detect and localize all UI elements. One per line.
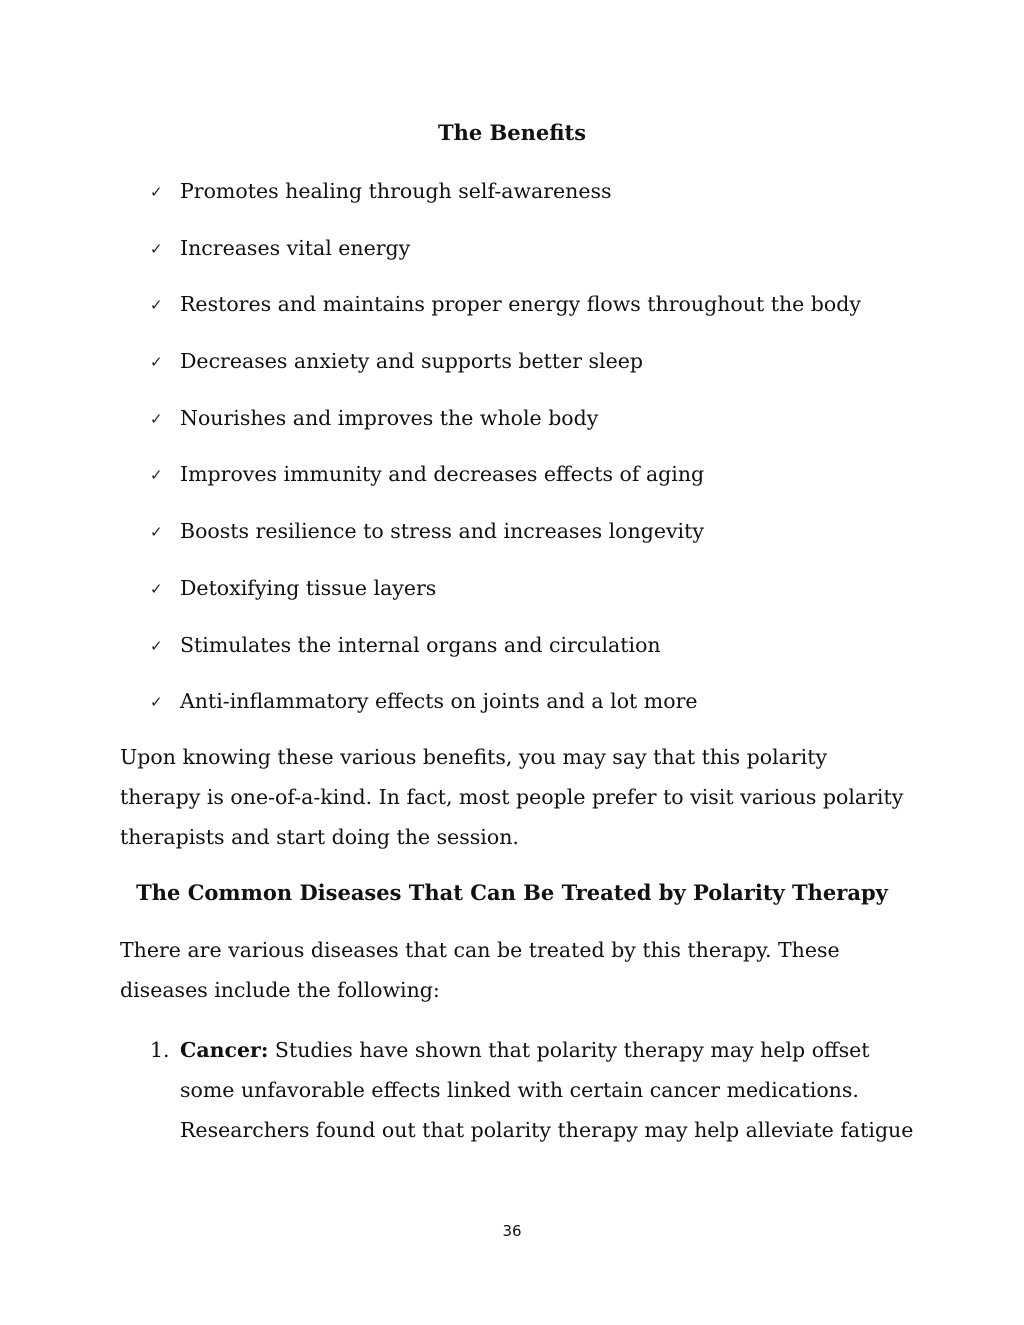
- benefit-text: Increases vital energy: [180, 235, 411, 260]
- benefit-text: Stimulates the internal organs and circulation: [180, 632, 661, 657]
- list-item-line: some unfavorable effects linked with certain cancer medications.: [180, 1078, 859, 1102]
- page-number: 36: [502, 1222, 522, 1240]
- benefit-text: Detoxifying tissue layers: [180, 575, 437, 600]
- list-number: 1.: [150, 1038, 170, 1062]
- list-item-line: [180, 1030, 920, 1070]
- checkmark-icon: ✓: [150, 353, 163, 372]
- benefit-text: Restores and maintains proper energy flows throughout the body: [180, 292, 861, 317]
- checkmark-icon: ✓: [150, 466, 163, 485]
- checkmark-icon: ✓: [150, 183, 163, 201]
- disease-term: Cancer:: [180, 1038, 269, 1062]
- benefits-paragraph: [120, 737, 910, 857]
- checkmark-icon: ✓: [150, 409, 163, 428]
- checkmark-icon: ✓: [150, 523, 163, 542]
- paragraph-line: There are various diseases that can be treated by this therapy. These: [120, 938, 840, 962]
- benefit-text: Decreases anxiety and supports better sleep: [180, 349, 643, 374]
- benefit-text: Boosts resilience to stress and increases longevity: [180, 519, 704, 544]
- diseases-paragraph: [120, 930, 910, 1010]
- benefit-text: Promotes healing through self-awareness: [180, 179, 612, 203]
- paragraph-line: Upon knowing these various benefits, you may say that this polarity: [120, 745, 828, 769]
- benefit-text: Nourishes and improves the whole body: [180, 405, 599, 430]
- paragraph-line: diseases include the following:: [120, 978, 440, 1002]
- benefit-text: Improves immunity and decreases effects of aging: [180, 462, 705, 487]
- checkmark-icon: ✓: [150, 296, 163, 315]
- disease-description: Studies have shown that polarity therapy may help offset: [268, 1038, 870, 1062]
- checkmark-icon: ✓: [150, 579, 163, 598]
- diseases-heading: The Common Diseases That Can Be Treated by Polarity Therapy: [136, 880, 888, 905]
- paragraph-line: therapy is one-of-a-kind. In fact, most people prefer to visit various polarity: [120, 785, 904, 809]
- checkmark-icon: ✓: [150, 693, 163, 712]
- list-item: [180, 1030, 920, 1150]
- checkmark-icon: ✓: [150, 636, 163, 655]
- checkmark-icon: ✓: [150, 239, 163, 258]
- benefits-heading: The Benefits: [437, 120, 587, 145]
- benefit-text: Anti-inflammatory effects on joints and a lot more: [180, 689, 698, 714]
- paragraph-line: therapists and start doing the session.: [120, 825, 519, 849]
- list-item-line: Researchers found out that polarity therapy may help alleviate fatigue: [180, 1118, 914, 1142]
